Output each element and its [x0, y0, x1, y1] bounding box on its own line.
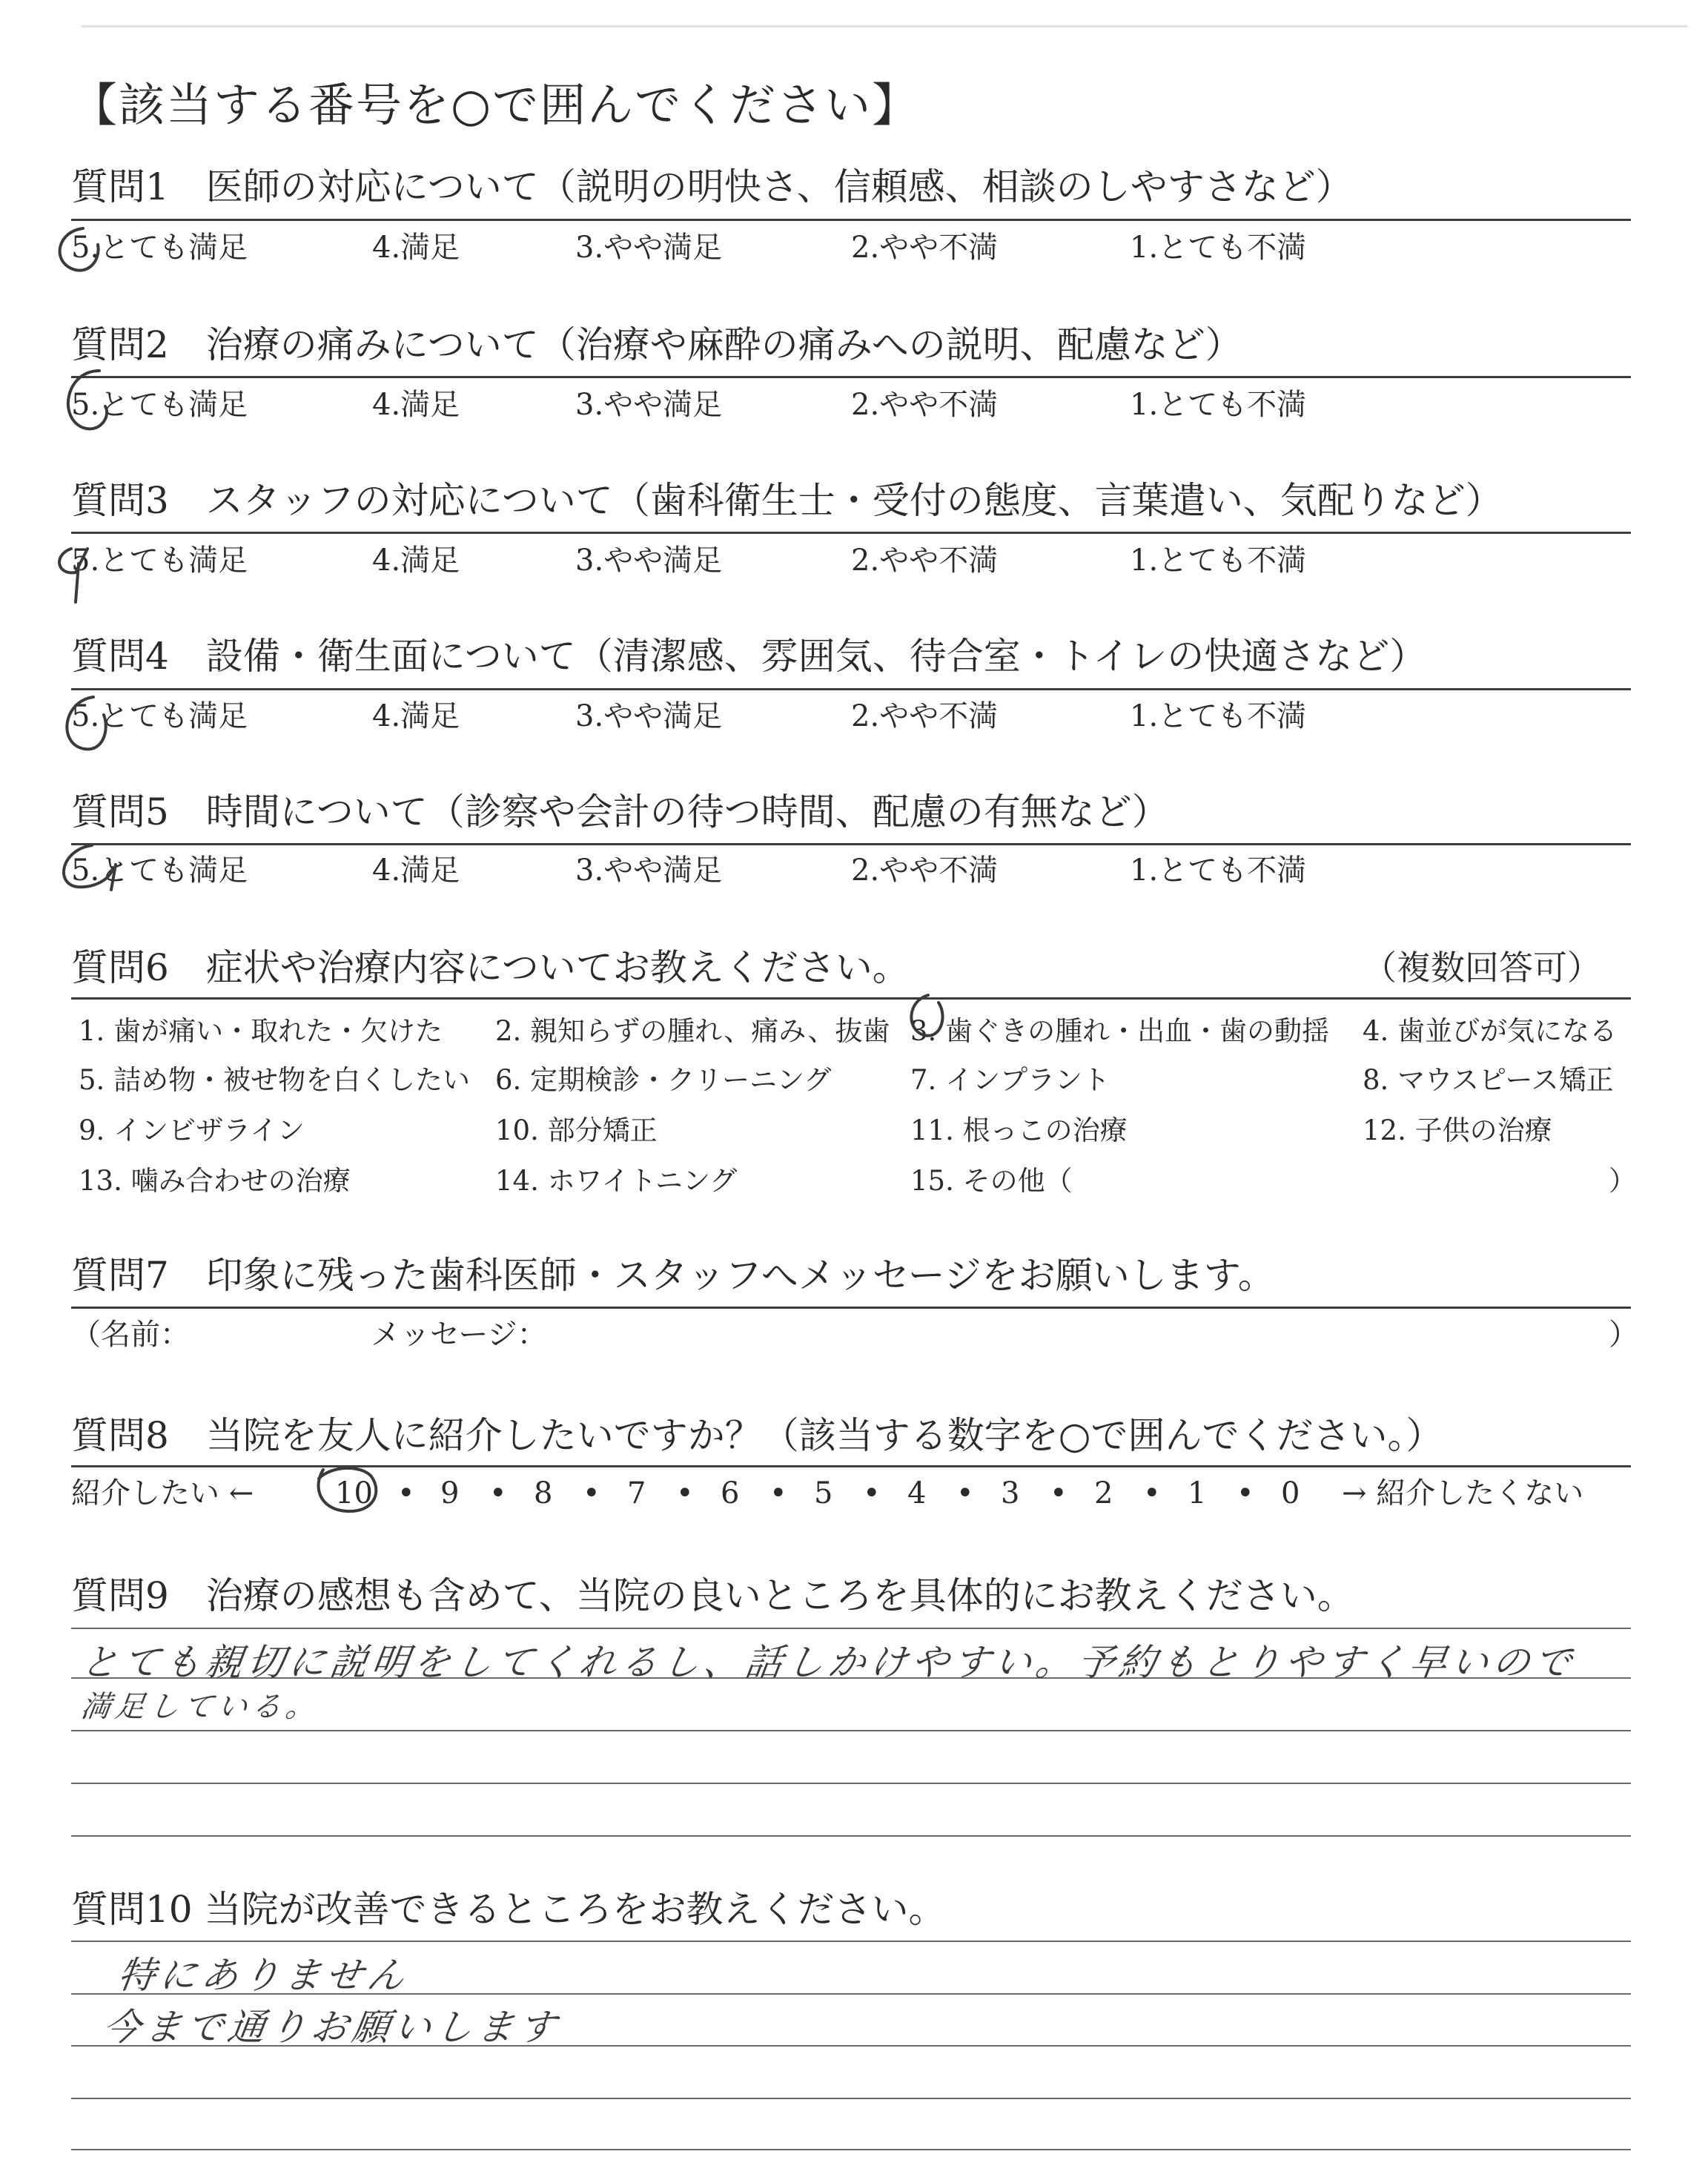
q5-option-5[interactable]: 5.とても満足	[71, 853, 248, 888]
q6-option-3[interactable]: 3. 歯ぐきの腫れ・出血・歯の動揺	[910, 1015, 1330, 1047]
q1-option-5[interactable]: 5.とても満足	[71, 231, 248, 265]
q6-option-11[interactable]: 11. 根っこの治療	[910, 1114, 1128, 1146]
question-9-label: 質問9 治療の感想も含めて、当院の良いところを具体的にお教えください。	[71, 1574, 1354, 1617]
q8-score-2[interactable]: 2	[1094, 1476, 1113, 1510]
divider	[71, 532, 1631, 534]
q1-option-3[interactable]: 3.やや満足	[575, 231, 723, 265]
q3-option-5[interactable]: 5.とても満足	[71, 544, 248, 578]
q10-handwritten-answer-line-1[interactable]: 特にありません	[115, 1954, 412, 1997]
q6-option-9[interactable]: 9. インビザライン	[79, 1114, 305, 1146]
scale-dot: •	[397, 1476, 415, 1510]
answer-line	[71, 1783, 1631, 1784]
q7-message-label: メッセージ：	[371, 1318, 547, 1352]
q5-option-2[interactable]: 2.やや不満	[851, 853, 999, 888]
q4-option-3[interactable]: 3.やや満足	[575, 699, 723, 733]
q8-score-4[interactable]: 4	[907, 1476, 927, 1510]
q8-score-5[interactable]: 5	[814, 1476, 833, 1510]
q6-option-8[interactable]: 8. マウスピース矯正	[1363, 1064, 1614, 1096]
q3-option-2[interactable]: 2.やや不満	[851, 544, 999, 578]
q5-option-1[interactable]: 1.とても不満	[1130, 853, 1307, 888]
answer-line	[71, 2098, 1631, 2099]
scale-dot: •	[1237, 1476, 1254, 1510]
divider	[71, 1465, 1631, 1467]
q8-score-7[interactable]: 7	[627, 1476, 646, 1510]
q8-score-9[interactable]: 9	[440, 1476, 460, 1510]
q2-option-5[interactable]: 5.とても満足	[71, 388, 248, 422]
q8-score-10[interactable]: 10	[335, 1476, 373, 1510]
question-5-label: 質問5 時間について（診察や会計の待つ時間、配慮の有無など）	[71, 790, 1169, 833]
question-1-label: 質問1 医師の対応について（説明の明快さ、信頼感、相談のしやすさなど）	[71, 165, 1353, 208]
divider	[71, 1307, 1631, 1309]
divider	[71, 376, 1631, 378]
q6-option-4[interactable]: 4. 歯並びが気になる	[1363, 1015, 1618, 1047]
q6-option-2[interactable]: 2. 親知らずの腫れ、痛み、抜歯	[495, 1015, 890, 1047]
scale-dot: •	[489, 1476, 507, 1510]
divider	[71, 843, 1631, 845]
divider	[71, 997, 1631, 1000]
q7-close: ）	[1609, 1318, 1638, 1352]
q4-option-1[interactable]: 1.とても不満	[1130, 699, 1307, 733]
q8-right-label: → 紹介したくない	[1342, 1476, 1584, 1510]
q2-option-1[interactable]: 1.とても不満	[1130, 388, 1307, 422]
question-7-label: 質問7 印象に残った歯科医師・スタッフへメッセージをお願いします。	[71, 1254, 1275, 1297]
q3-option-4[interactable]: 4.満足	[372, 544, 460, 578]
q8-score-6[interactable]: 6	[721, 1476, 740, 1510]
q4-option-4[interactable]: 4.満足	[372, 699, 460, 733]
question-3-label: 質問3 スタッフの対応について（歯科衛生士・受付の態度、言葉遣い、気配りなど）	[71, 479, 1503, 522]
q3-option-1[interactable]: 1.とても不満	[1130, 544, 1307, 578]
q4-option-5[interactable]: 5.とても満足	[71, 699, 248, 733]
q2-option-3[interactable]: 3.やや満足	[575, 388, 723, 422]
q1-option-4[interactable]: 4.満足	[372, 231, 460, 265]
answer-line	[71, 2149, 1631, 2150]
q3-option-3[interactable]: 3.やや満足	[575, 544, 723, 578]
q6-option-10[interactable]: 10. 部分矯正	[495, 1114, 658, 1146]
scale-dot: •	[1050, 1476, 1068, 1510]
q6-option-1[interactable]: 1. 歯が痛い・取れた・欠けた	[79, 1015, 443, 1047]
top-border	[82, 25, 1687, 27]
question-6-label: 質問6 症状や治療内容についてお教えください。	[71, 946, 910, 989]
q8-score-3[interactable]: 3	[1001, 1476, 1020, 1510]
q10-handwritten-answer-line-2[interactable]: 今まで通りお願いします	[100, 2006, 563, 2049]
answer-line	[71, 1941, 1631, 1942]
scale-dot: •	[769, 1476, 787, 1510]
q8-score-8[interactable]: 8	[534, 1476, 553, 1510]
q8-score-0[interactable]: 0	[1281, 1476, 1300, 1510]
answer-line	[71, 1628, 1631, 1629]
q1-option-2[interactable]: 2.やや不満	[851, 231, 999, 265]
q6-option-15[interactable]: 15. その他（	[910, 1165, 1073, 1197]
question-2-label: 質問2 治療の痛みについて（治療や麻酔の痛みへの説明、配慮など）	[71, 323, 1242, 366]
q9-handwritten-answer-line-2[interactable]: 満足している。	[79, 1690, 322, 1724]
q6-option-13[interactable]: 13. 噛み合わせの治療	[79, 1165, 351, 1197]
scale-dot: •	[583, 1476, 600, 1510]
q6-other-close: ）	[1609, 1165, 1636, 1197]
q6-option-7[interactable]: 7. インプラント	[910, 1064, 1110, 1096]
multiple-answer-note: （複数回答可）	[1363, 948, 1601, 988]
divider	[71, 219, 1631, 221]
scale-dot: •	[676, 1476, 694, 1510]
q2-option-2[interactable]: 2.やや不満	[851, 388, 999, 422]
answer-line	[71, 1730, 1631, 1731]
q6-option-12[interactable]: 12. 子供の治療	[1363, 1114, 1552, 1146]
divider	[71, 688, 1631, 690]
page-title: 【該当する番号を○で囲んでください】	[71, 78, 920, 132]
q2-option-4[interactable]: 4.満足	[372, 388, 460, 422]
q5-option-3[interactable]: 3.やや満足	[575, 853, 723, 888]
q8-left-label: 紹介したい ←	[71, 1476, 254, 1510]
q9-handwritten-answer-line-1[interactable]: とても親切に説明をしてくれるし、話しかけやすい。予約もとりやすく早いので	[78, 1641, 1579, 1684]
scale-dot: •	[1143, 1476, 1161, 1510]
q1-option-1[interactable]: 1.とても不満	[1130, 231, 1307, 265]
q8-score-1[interactable]: 1	[1188, 1476, 1207, 1510]
q6-option-6[interactable]: 6. 定期検診・クリーニング	[495, 1064, 832, 1096]
q5-option-4[interactable]: 4.満足	[372, 853, 460, 888]
scale-dot: •	[956, 1476, 974, 1510]
question-8-label: 質問8 当院を友人に紹介したいですか？（該当する数字を○で囲んでください。）	[71, 1414, 1443, 1457]
q6-option-5[interactable]: 5. 詰め物・被せ物を白くしたい	[79, 1064, 471, 1096]
q7-name-label: （名前：	[71, 1318, 190, 1352]
q4-option-2[interactable]: 2.やや不満	[851, 699, 999, 733]
scale-dot: •	[863, 1476, 881, 1510]
answer-line	[71, 1835, 1631, 1837]
question-10-label: 質問10 当院が改善できるところをお教えください。	[71, 1888, 946, 1931]
q6-option-14[interactable]: 14. ホワイトニング	[495, 1165, 738, 1197]
question-4-label: 質問4 設備・衛生面について（清潔感、雰囲気、待合室・トイレの快適さなど）	[71, 635, 1427, 678]
